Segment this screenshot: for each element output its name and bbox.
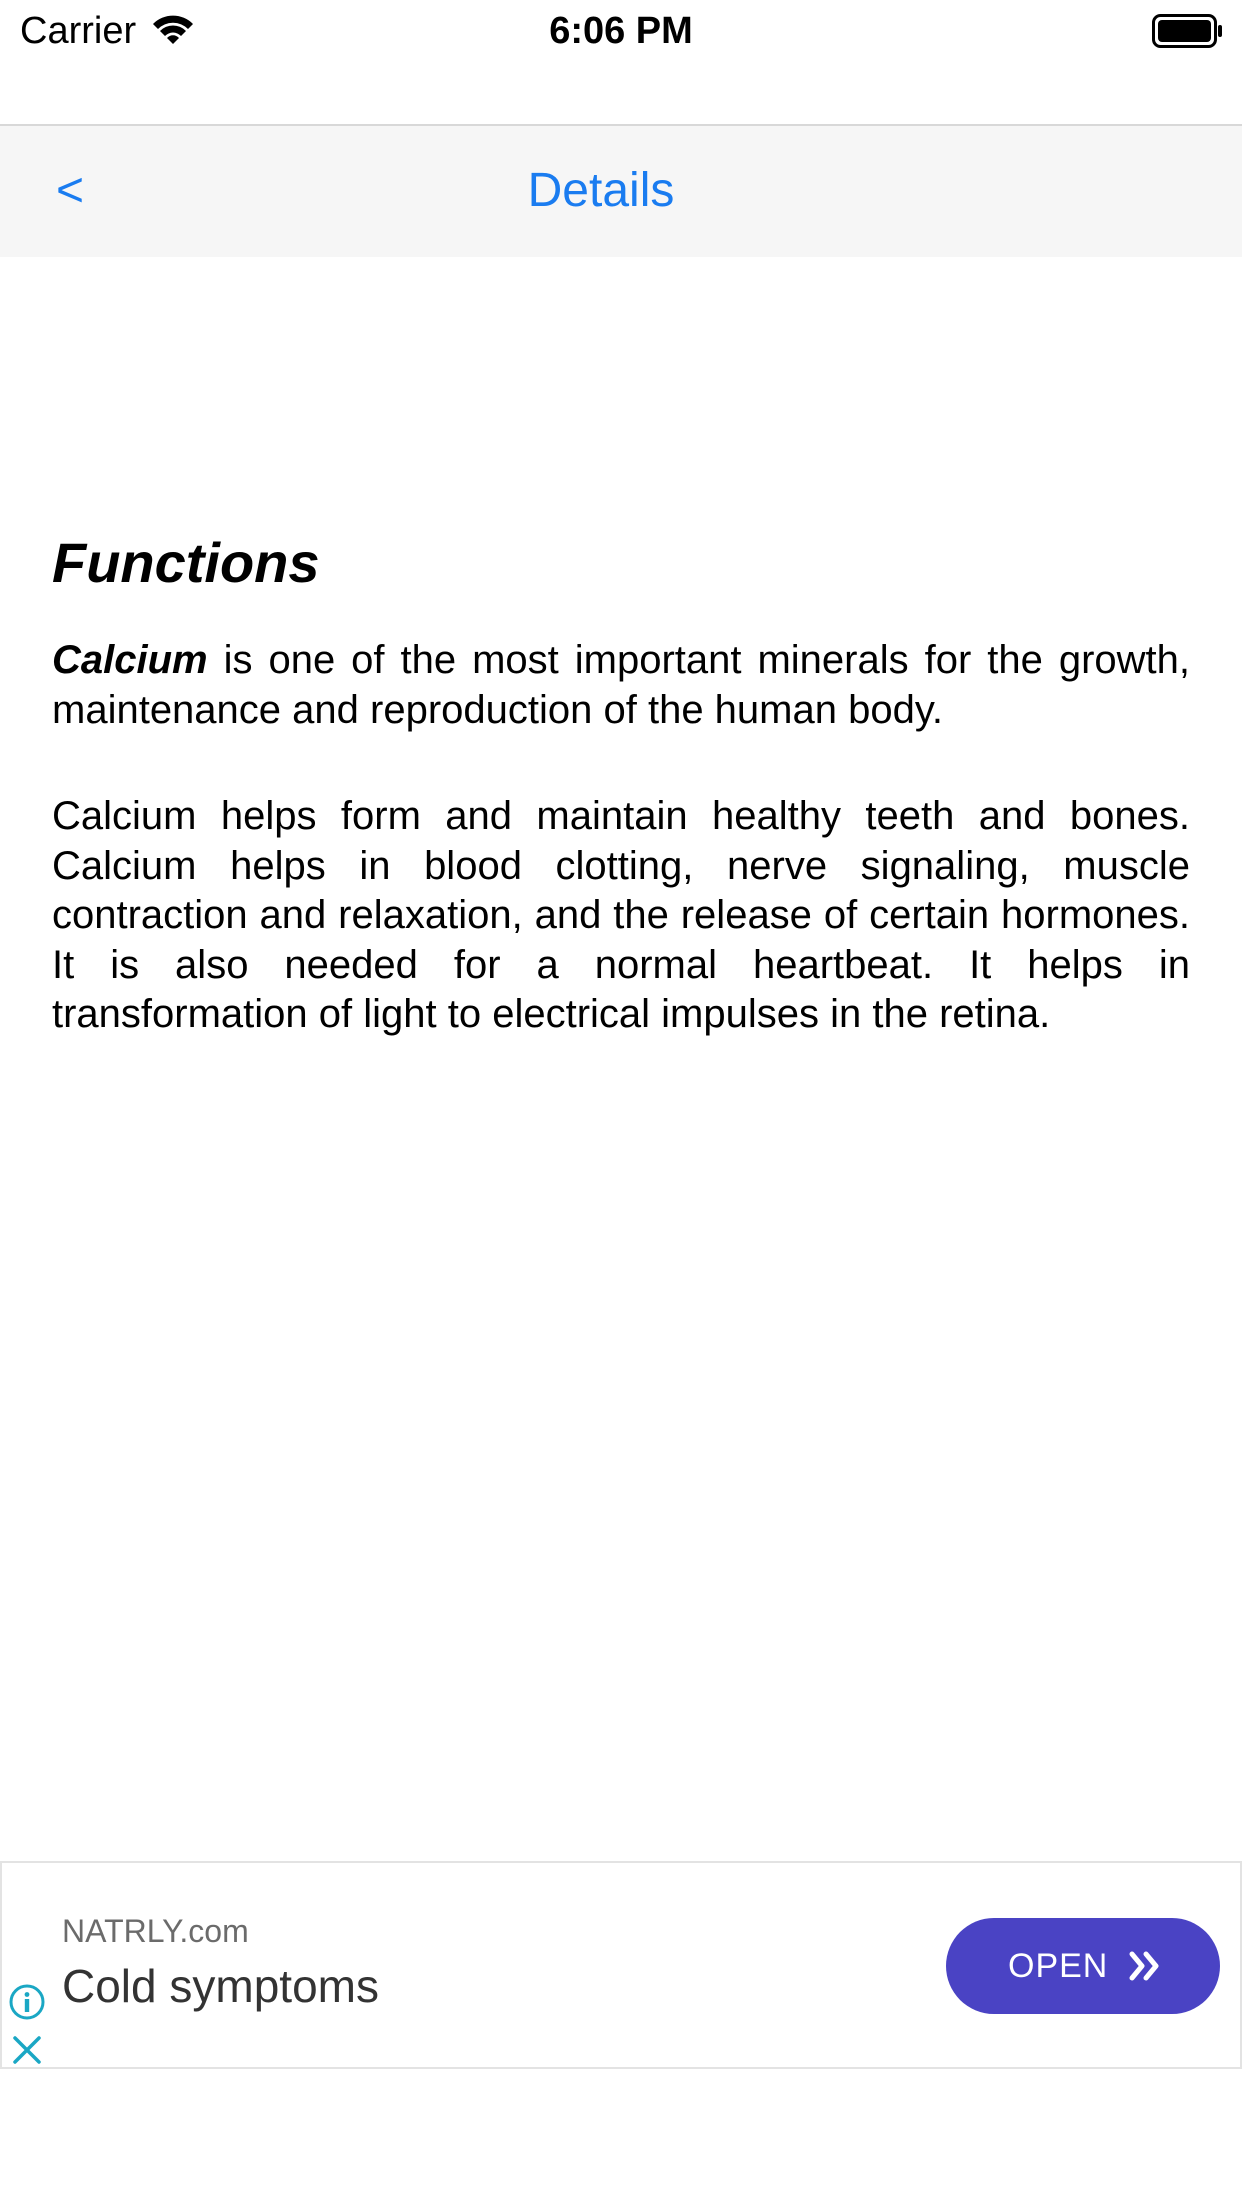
close-icon[interactable] [10, 2033, 44, 2067]
status-time: 6:06 PM [549, 10, 693, 52]
ad-source: NATRLY.com [62, 1913, 249, 1949]
ad-headline[interactable]: Cold symptoms [62, 1960, 379, 2012]
navigation-bar [0, 124, 1242, 257]
intro-paragraph [52, 636, 1190, 735]
ad-open-button[interactable] [946, 1918, 1220, 2014]
highlighted-term: Calcium [52, 638, 208, 682]
ad-open-label: OPEN [1008, 1947, 1109, 1985]
intro-paragraph-text: is one of the most important minerals for the growth, maintenance and reproduction of the human body. [52, 638, 1190, 732]
battery-icon [1152, 14, 1224, 48]
ad-banner[interactable] [0, 1861, 1242, 2069]
carrier-label: Carrier [20, 10, 137, 52]
nav-title: Details [527, 164, 675, 217]
functions-paragraph: Calcium helps form and maintain healthy teeth and bones. Calcium helps in blood clotting, nerve signaling, muscle contraction and relaxation, and the release of certain hormones. It is also needed for a normal heartbeat. It helps in transformation of light to electrical impulses in the retina. [52, 794, 1190, 1036]
details-content [52, 528, 1190, 1040]
back-button[interactable]: < [56, 164, 85, 217]
section-heading: Functions [52, 531, 320, 594]
double-chevron-right-icon [1126, 1946, 1166, 1986]
info-icon[interactable] [8, 1983, 46, 2021]
status-bar [0, 0, 1242, 62]
